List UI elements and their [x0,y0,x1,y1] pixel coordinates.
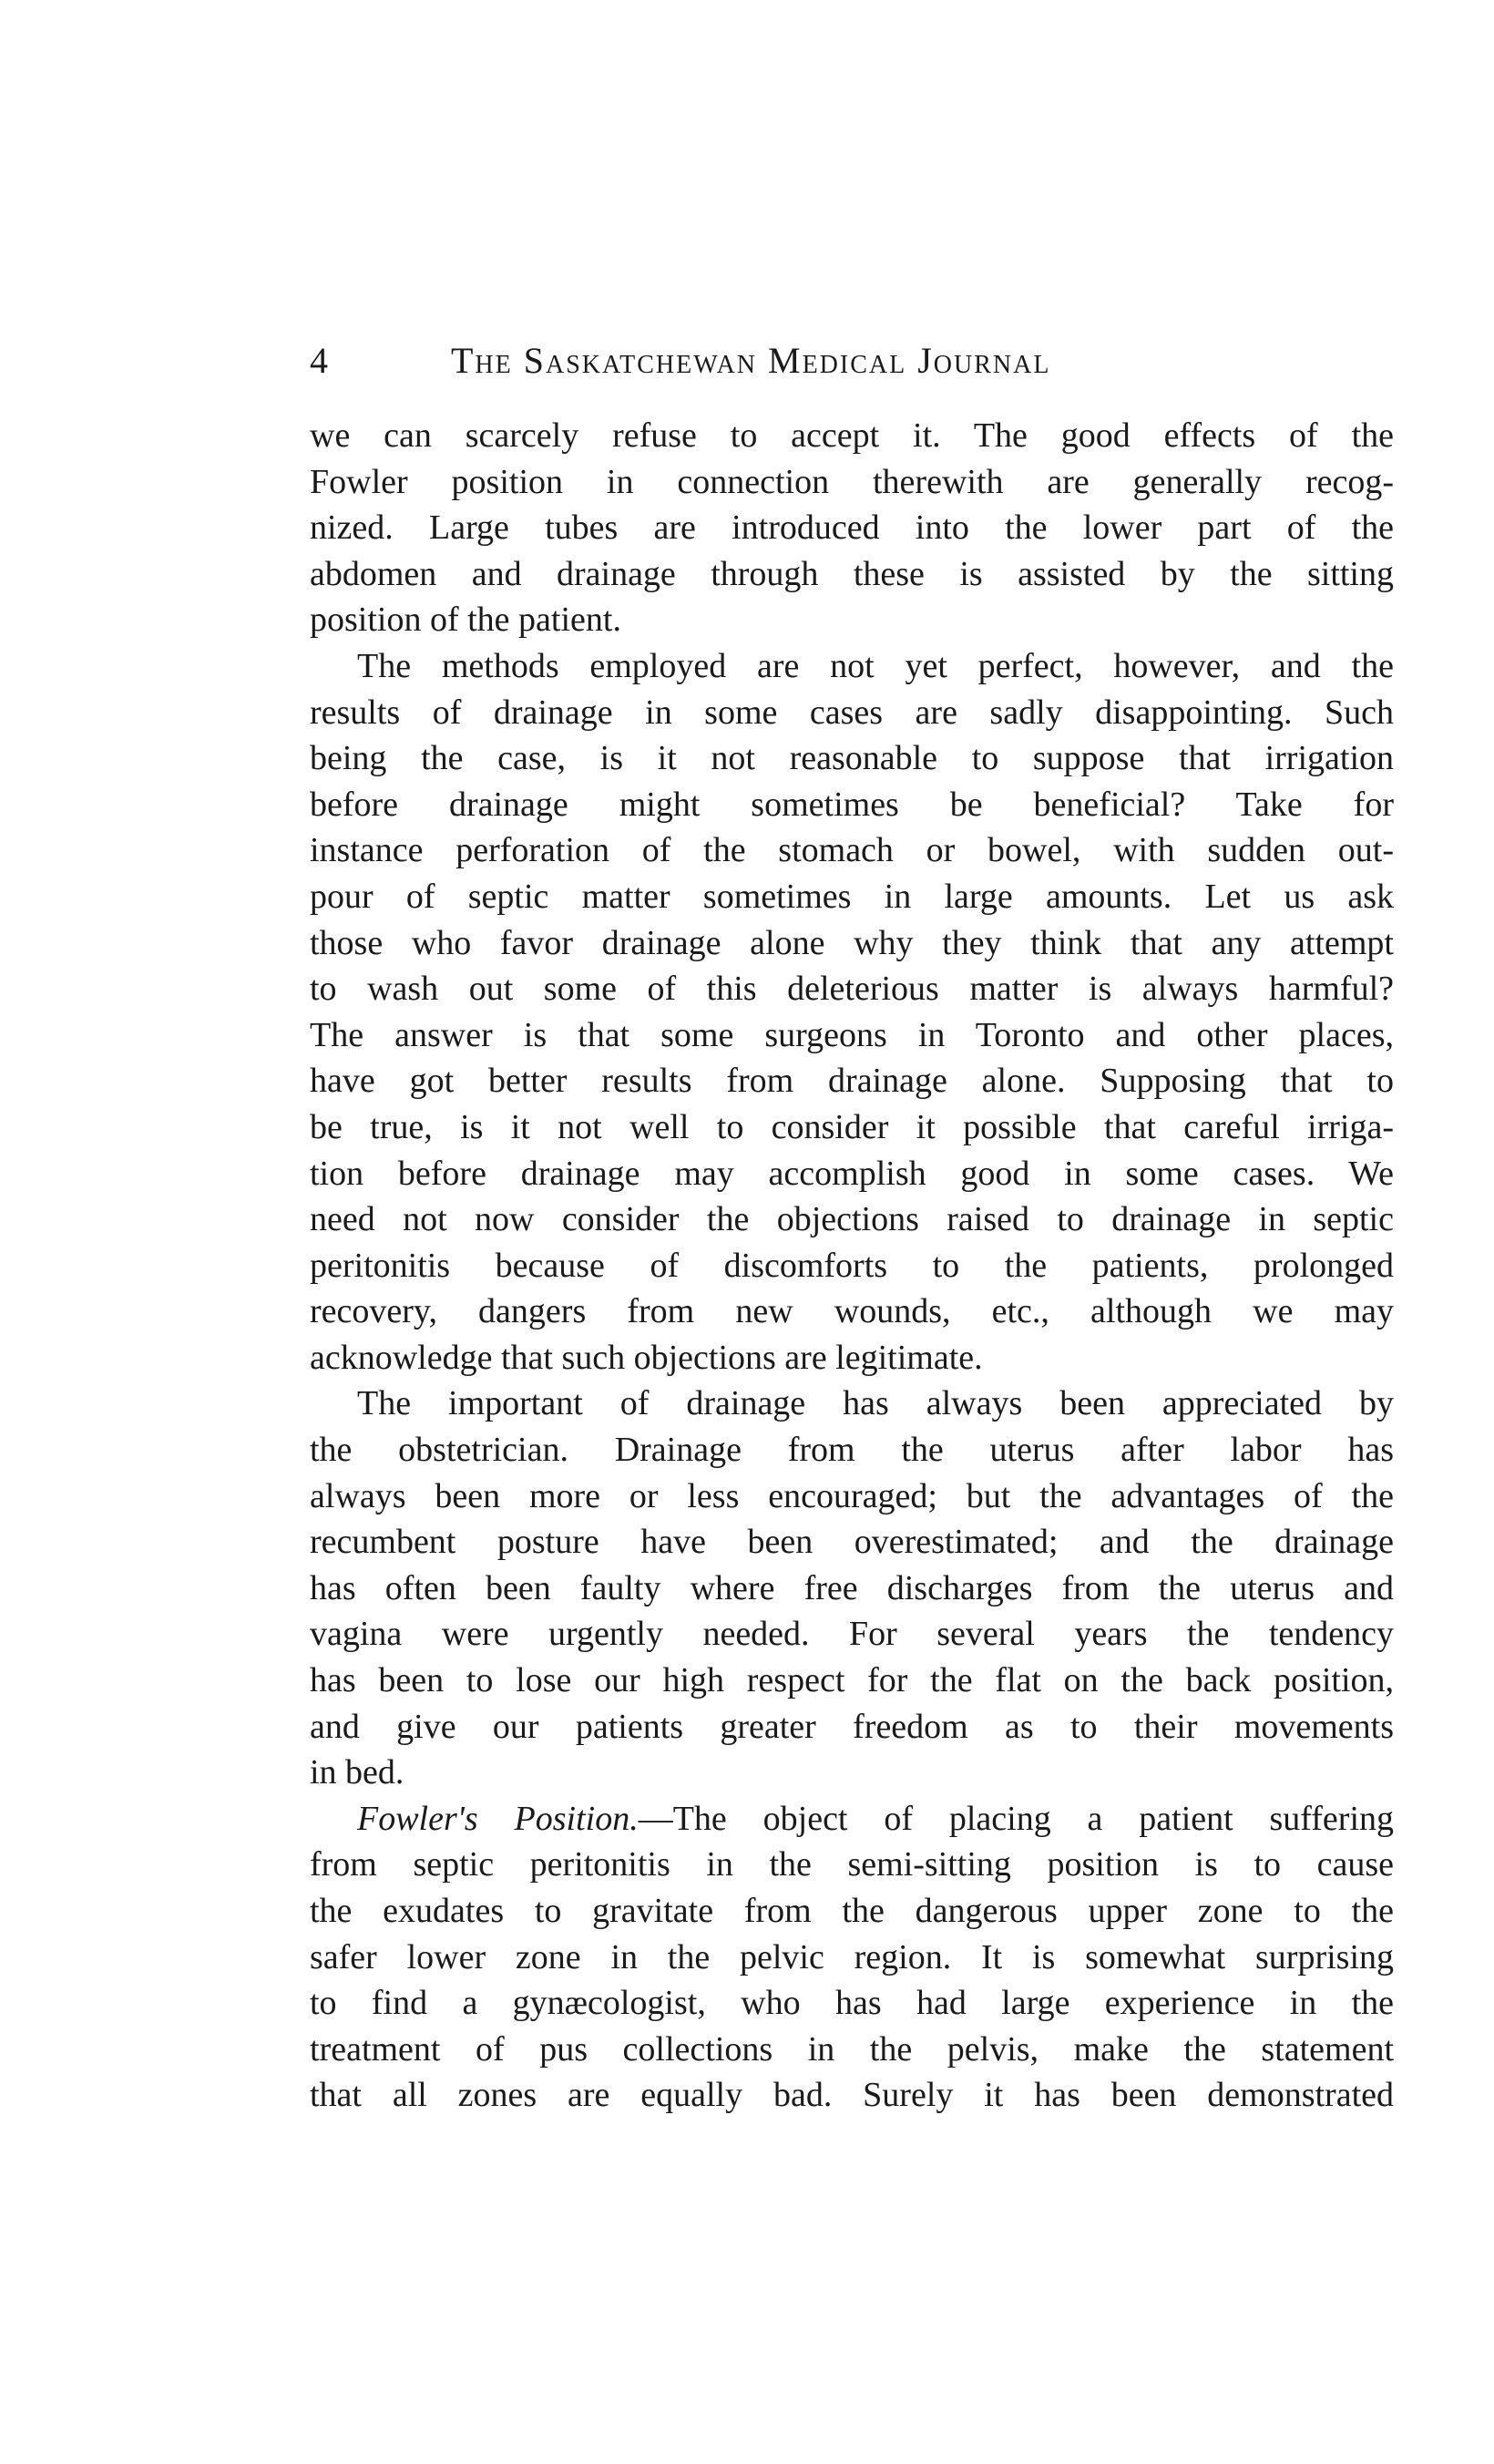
text-line: to find a gynæcologist, who has had large experience in the [310,1984,1394,2023]
text-line: tion before drainage may accomplish good in some cases. We [310,1154,1394,1193]
running-head [310,334,1394,388]
text-line: peritonitis because of discomforts to the patients, prolonged [310,1246,1394,1285]
text-line: from septic peritonitis in the semi-sitting position is to cause [310,1845,1394,1884]
text-line: position of the patient. [310,601,621,640]
text-line: before drainage might sometimes be beneficial? Take for [310,785,1394,824]
text-line: The methods employed are not yet perfect, however, and the [357,646,1394,685]
text-line: results of drainage in some cases are sadly disappointing. Such [310,693,1394,732]
text-line: have got better results from drainage alone. Supposing that to [310,1062,1394,1101]
text-line: The answer is that some surgeons in Toronto and other places, [310,1015,1394,1054]
text-line: need not now consider the objections raised to drainage in septic [310,1200,1394,1239]
text-run: —The object of placing a patient suffering [638,1799,1394,1838]
section-lead: Fowler's Position. [357,1799,639,1838]
text-line: to wash out some of this deleterious matter is always harmful? [310,970,1394,1009]
text-line: vagina were urgently needed. For several years the tendency [310,1615,1394,1654]
journal-title: The Saskatchewan Medical Journal [451,340,1051,381]
article-body [310,413,1394,2119]
text-line: those who favor drainage alone why they think that any attempt [310,923,1394,962]
text-line: recovery, dangers from new wounds, etc., although we may [310,1292,1394,1331]
text-line: has been to lose our high respect for the flat on the back position, [310,1661,1394,1700]
text-line: Fowler position in connection therewith are generally recog- [310,462,1394,501]
text-line: being the case, is it not reasonable to suppose that irrigation [310,739,1394,778]
text-line: pour of septic matter sometimes in large amounts. Let us ask [310,877,1394,916]
text-line: and give our patients greater freedom as to their movements [310,1707,1394,1746]
text-line: has often been faulty where free discharges from the uterus and [310,1568,1394,1607]
text-line: recumbent posture have been overestimated; and the drainage [310,1523,1394,1562]
text-line: the exudates to gravitate from the dangerous upper zone to the [310,1892,1394,1930]
text-line: always been more or less encouraged; but the advantages of the [310,1476,1394,1515]
text-line: instance perforation of the stomach or bowel, with sudden out- [310,831,1394,870]
page-number: 4 [310,340,328,381]
text-line: the obstetrician. Drainage from the uterus after labor has [310,1431,1394,1470]
text-line: nized. Large tubes are introduced into the lower part of the [310,508,1394,548]
text-line: safer lower zone in the pelvic region. It is somewhat surprising [310,1937,1394,1976]
text-line: treatment of pus collections in the pelvis, make the statement [310,2029,1394,2069]
text-line: acknowledge that such objections are legitimate. [310,1338,983,1377]
text-line: abdomen and drainage through these is assisted by the sitting [310,554,1394,593]
text-line: that all zones are equally bad. Surely it has been demonstrated [310,2076,1394,2115]
text-line [310,1796,1394,1843]
text-line: in bed. [310,1753,404,1792]
text-line: be true, is it not well to consider it possible that careful irriga- [310,1107,1394,1146]
text-line: The important of drainage has always been appreciated by [357,1384,1394,1423]
text-line: we can scarcely refuse to accept it. The good effects of the [310,416,1394,455]
